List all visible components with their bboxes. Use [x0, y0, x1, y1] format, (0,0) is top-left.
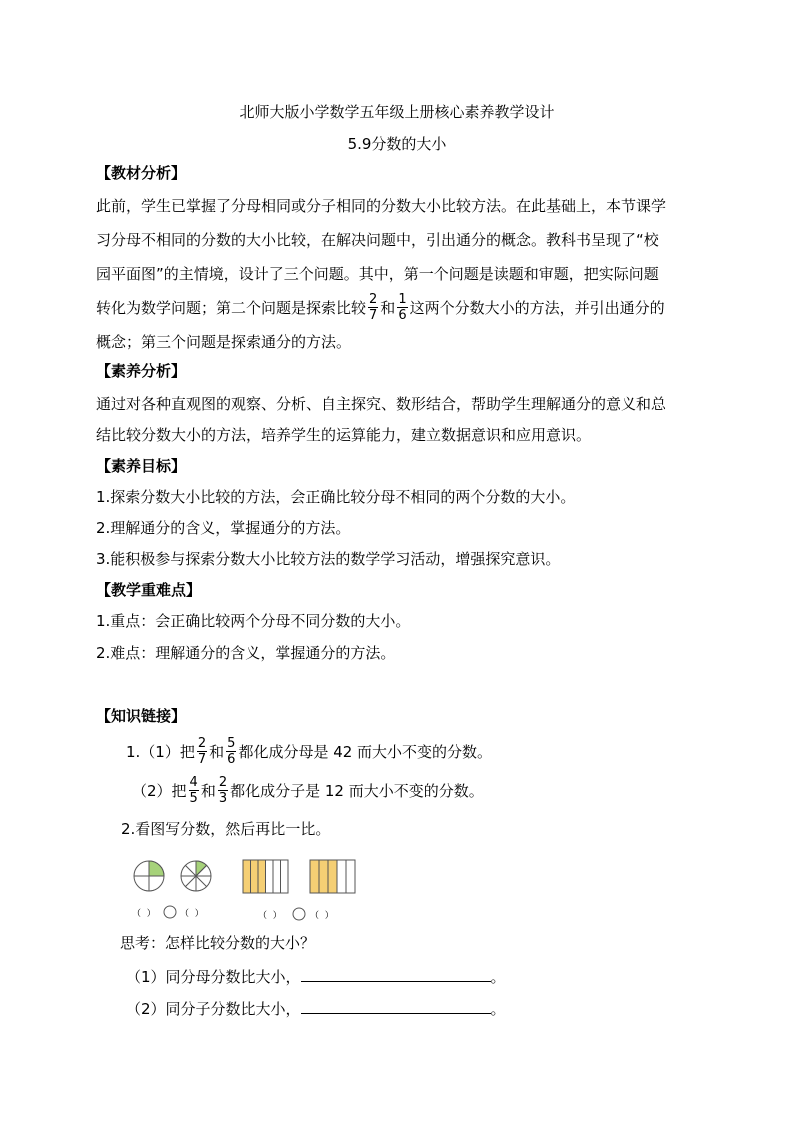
fraction-numerator: 2	[218, 775, 228, 790]
text-span: 和	[209, 743, 225, 761]
paren-open: （	[132, 909, 142, 919]
paragraph-line: 园平面图”的主情境，设计了三个问题。其中，第一个问题是读题和审题，把实际问题	[96, 265, 659, 283]
goal-item: 3.能积极参与探索分数大小比较方法的数学学习活动，增强探究意识。	[96, 550, 561, 568]
text-span: 转化为数学问题；第二个问题是探索比较	[96, 299, 367, 317]
section-heading-literacy-analysis: 【素养分析】	[96, 362, 187, 380]
key-point-item: 1.重点：会正确比较两个分母不同分数的大小。	[96, 612, 411, 630]
fraction-numerator: 5	[227, 736, 236, 751]
compare-circle-1[interactable]	[164, 906, 176, 918]
paren-open: （	[258, 911, 268, 921]
answer-line[interactable]	[301, 999, 491, 1014]
think-item-1	[126, 966, 506, 988]
text-span: （2）把	[132, 782, 187, 800]
section-heading-literacy-goals: 【素养目标】	[96, 457, 187, 475]
fraction-figures	[128, 855, 368, 925]
textbook-analysis-paragraph	[96, 189, 701, 359]
paragraph-line: 此前，学生已掌握了分母相同或分子相同的分数大小比较方法。在此基础上，本节课学	[96, 197, 667, 215]
fraction-denominator: 6	[398, 308, 407, 323]
compare-circle-2[interactable]	[293, 908, 305, 920]
circle-figure-quarters	[134, 861, 164, 891]
text-span: 1.（1）把	[126, 743, 195, 761]
fraction-1-6	[397, 292, 407, 323]
fraction-numerator: 2	[197, 736, 207, 751]
text-span: 和	[380, 299, 396, 317]
paren-close: ）	[324, 911, 334, 921]
think-item-2	[126, 998, 506, 1020]
goal-item: 1.探索分数大小比较的方法，会正确比较分母不相同的两个分数的大小。	[96, 488, 576, 506]
fraction-denominator: 5	[189, 791, 198, 806]
section-heading-knowledge-link: 【知识链接】	[96, 707, 187, 725]
circle-figure-eighths	[181, 861, 211, 891]
fraction-denominator: 6	[227, 752, 236, 767]
text-span: 。	[490, 1000, 506, 1018]
lesson-subtitle: 5.9分数的大小	[347, 135, 447, 153]
section-heading-key-points: 【教学重难点】	[96, 581, 202, 599]
fraction-numerator: 2	[369, 292, 378, 307]
text-span: 。	[490, 968, 506, 986]
paren-close: ）	[194, 909, 204, 919]
paragraph-line: 通过对各种直观图的观察、分析、自主探究、数形结合，帮助学生理解通分的意义和总	[96, 395, 667, 413]
paren-open: （	[180, 909, 190, 919]
exercise-1b	[132, 776, 484, 806]
exercise-1a	[126, 737, 492, 767]
fraction-denominator: 3	[218, 791, 228, 806]
rect-figure-sixths	[243, 860, 288, 893]
goal-item: 2.理解通分的含义，掌握通分的方法。	[96, 519, 351, 537]
fraction-2-7	[197, 736, 207, 767]
answer-line[interactable]	[301, 967, 491, 982]
fraction-4-5	[189, 775, 199, 806]
answer-blank[interactable]	[310, 908, 334, 921]
paragraph-line: 结比较分数大小的方法，培养学生的运算能力，建立数据意识和应用意识。	[96, 426, 592, 444]
exercise-2: 2.看图写分数，然后再比一比。	[121, 820, 331, 838]
text-span: 这两个分数大小的方法，并引出通分的	[409, 299, 665, 317]
paragraph-line: 习分母不相同的分数的大小比较，在解决问题中，引出通分的概念。教科书呈现了“校	[96, 231, 659, 249]
literacy-analysis-paragraph	[96, 389, 701, 451]
fraction-denominator: 7	[197, 752, 207, 767]
paren-open: （	[310, 911, 320, 921]
text-span: 都化成分母是 42 而大小不变的分数。	[238, 743, 493, 761]
paren-close: ）	[272, 911, 282, 921]
paren-close: ）	[146, 909, 156, 919]
fraction-2-3	[218, 775, 228, 806]
fraction-5-6	[226, 736, 236, 767]
fraction-denominator: 7	[369, 308, 378, 323]
text-span: 都化成分子是 12 而大小不变的分数。	[230, 782, 484, 800]
text-span: （2）同分子分数比大小，	[126, 1000, 301, 1018]
paragraph-line	[96, 291, 701, 325]
text-span: 和	[200, 782, 216, 800]
think-prompt: 思考：怎样比较分数的大小？	[120, 934, 316, 952]
answer-blank[interactable]	[258, 908, 282, 921]
section-heading-textbook-analysis: 【教材分析】	[96, 164, 187, 182]
document-title: 北师大版小学数学五年级上册核心素养教学设计	[239, 103, 555, 121]
fraction-numerator: 4	[189, 775, 198, 790]
rect-figure-fifths	[310, 860, 355, 893]
text-span: （1）同分母分数比大小，	[126, 968, 301, 986]
key-point-item: 2.难点：理解通分的含义，掌握通分的方法。	[96, 644, 396, 662]
fraction-2-7	[368, 292, 378, 323]
answer-blank[interactable]	[132, 906, 156, 919]
answer-blank[interactable]	[180, 906, 204, 919]
fraction-numerator: 1	[398, 292, 407, 307]
paragraph-line: 概念；第三个问题是探索通分的方法。	[96, 333, 352, 351]
